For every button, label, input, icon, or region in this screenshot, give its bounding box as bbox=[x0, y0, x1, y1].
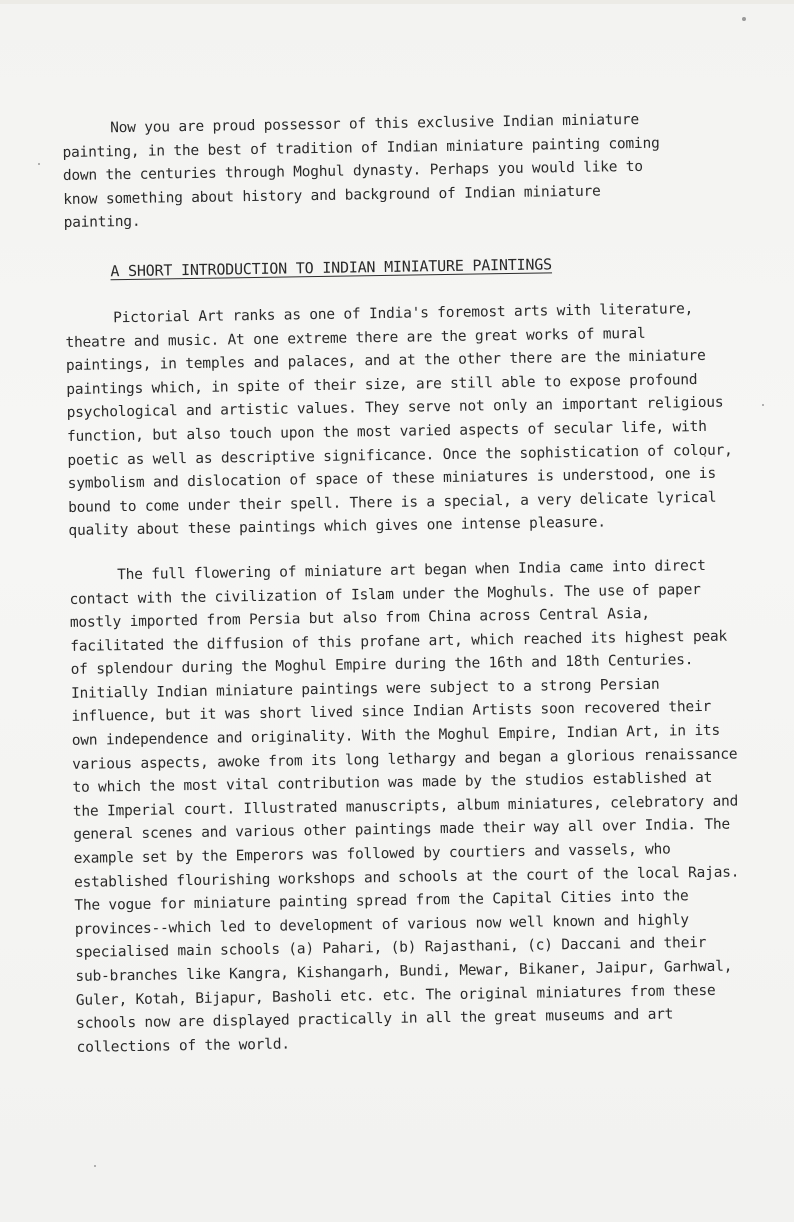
paper-top-edge bbox=[0, 0, 794, 4]
scan-speck bbox=[94, 1165, 96, 1167]
document-body bbox=[62, 107, 749, 1060]
intro-paragraph: Now you are proud possessor of this exclusive Indian miniature painting, in the best of tradition of Indian miniature painting coming down the centuries through Moghul dynasty. Perhaps you would like to know something about history and background of Indian miniature painting. bbox=[62, 111, 660, 232]
scan-speck bbox=[742, 17, 746, 21]
scan-speck bbox=[38, 163, 40, 165]
scan-speck bbox=[762, 404, 764, 406]
paragraph-miniature-history: The full flowering of miniature art began when India came into direct contact with the civilization of Islam under the Moghuls. The use of paper mostly imported from Persia but also from China across Central Asia, facilitated the diffusion of this profane art, which reached its highest peak of splendour during the Moghul Empire during the 16th and 18th Centuries. Initially Indian miniature paintings were subject to a strong Persian influence, but it was short lived since Indian Artists soon recovered their own independence and originality. With the Moghul Empire, Indian Art, in its various aspects, awoke from its long lethargy and began a glorious renaissance to which the most vital contribution was made by the studios established at the Imperial court. Illustrated manuscripts, album miniatures, celebratory and general scenes and various other paintings made their way all over India. The example set by the Emperors was followed by courtiers and vassels, who established flourishing workshops and schools at the court of the local Rajas. The vogue for miniature painting spread from the Capital Cities into the provinces--which led to development of various now well known and highly specialised main schools (a) Pahari, (b) Rajasthani, (c) Daccani and their sub-branches like Kangra, Kishangarh, Bundi, Mewar, Bikaner, Jaipur, Garhwal, Guler, Kotah, Bijapur, Basholi etc. etc. The original miniatures from these schools now are displayed practically in all the great museums and art collections of the world. bbox=[69, 557, 740, 1056]
section-title: A SHORT INTRODUCTION TO INDIAN MINIATURE PAINTINGS bbox=[110, 255, 553, 281]
paragraph-pictorial-art: Pictorial Art ranks as one of India's foremost arts with literature, theatre and music. At one extreme there are the great works of mural paintings, in temples and palaces, and at the other there are the miniature paintings which, in spite of their size, are still able to expose profound psychological and artistic values. They serve not only an important religious function, but also touch upon the most varied aspects of secular life, with poetic as well as descriptive significance. Once the sophistication of colour, symbolism and dislocation of space of these miniatures is understood, one is bound to come under their spell. There is a special, a very delicate lyrical quality about these paintings which gives one intense pleasure. bbox=[65, 301, 733, 540]
